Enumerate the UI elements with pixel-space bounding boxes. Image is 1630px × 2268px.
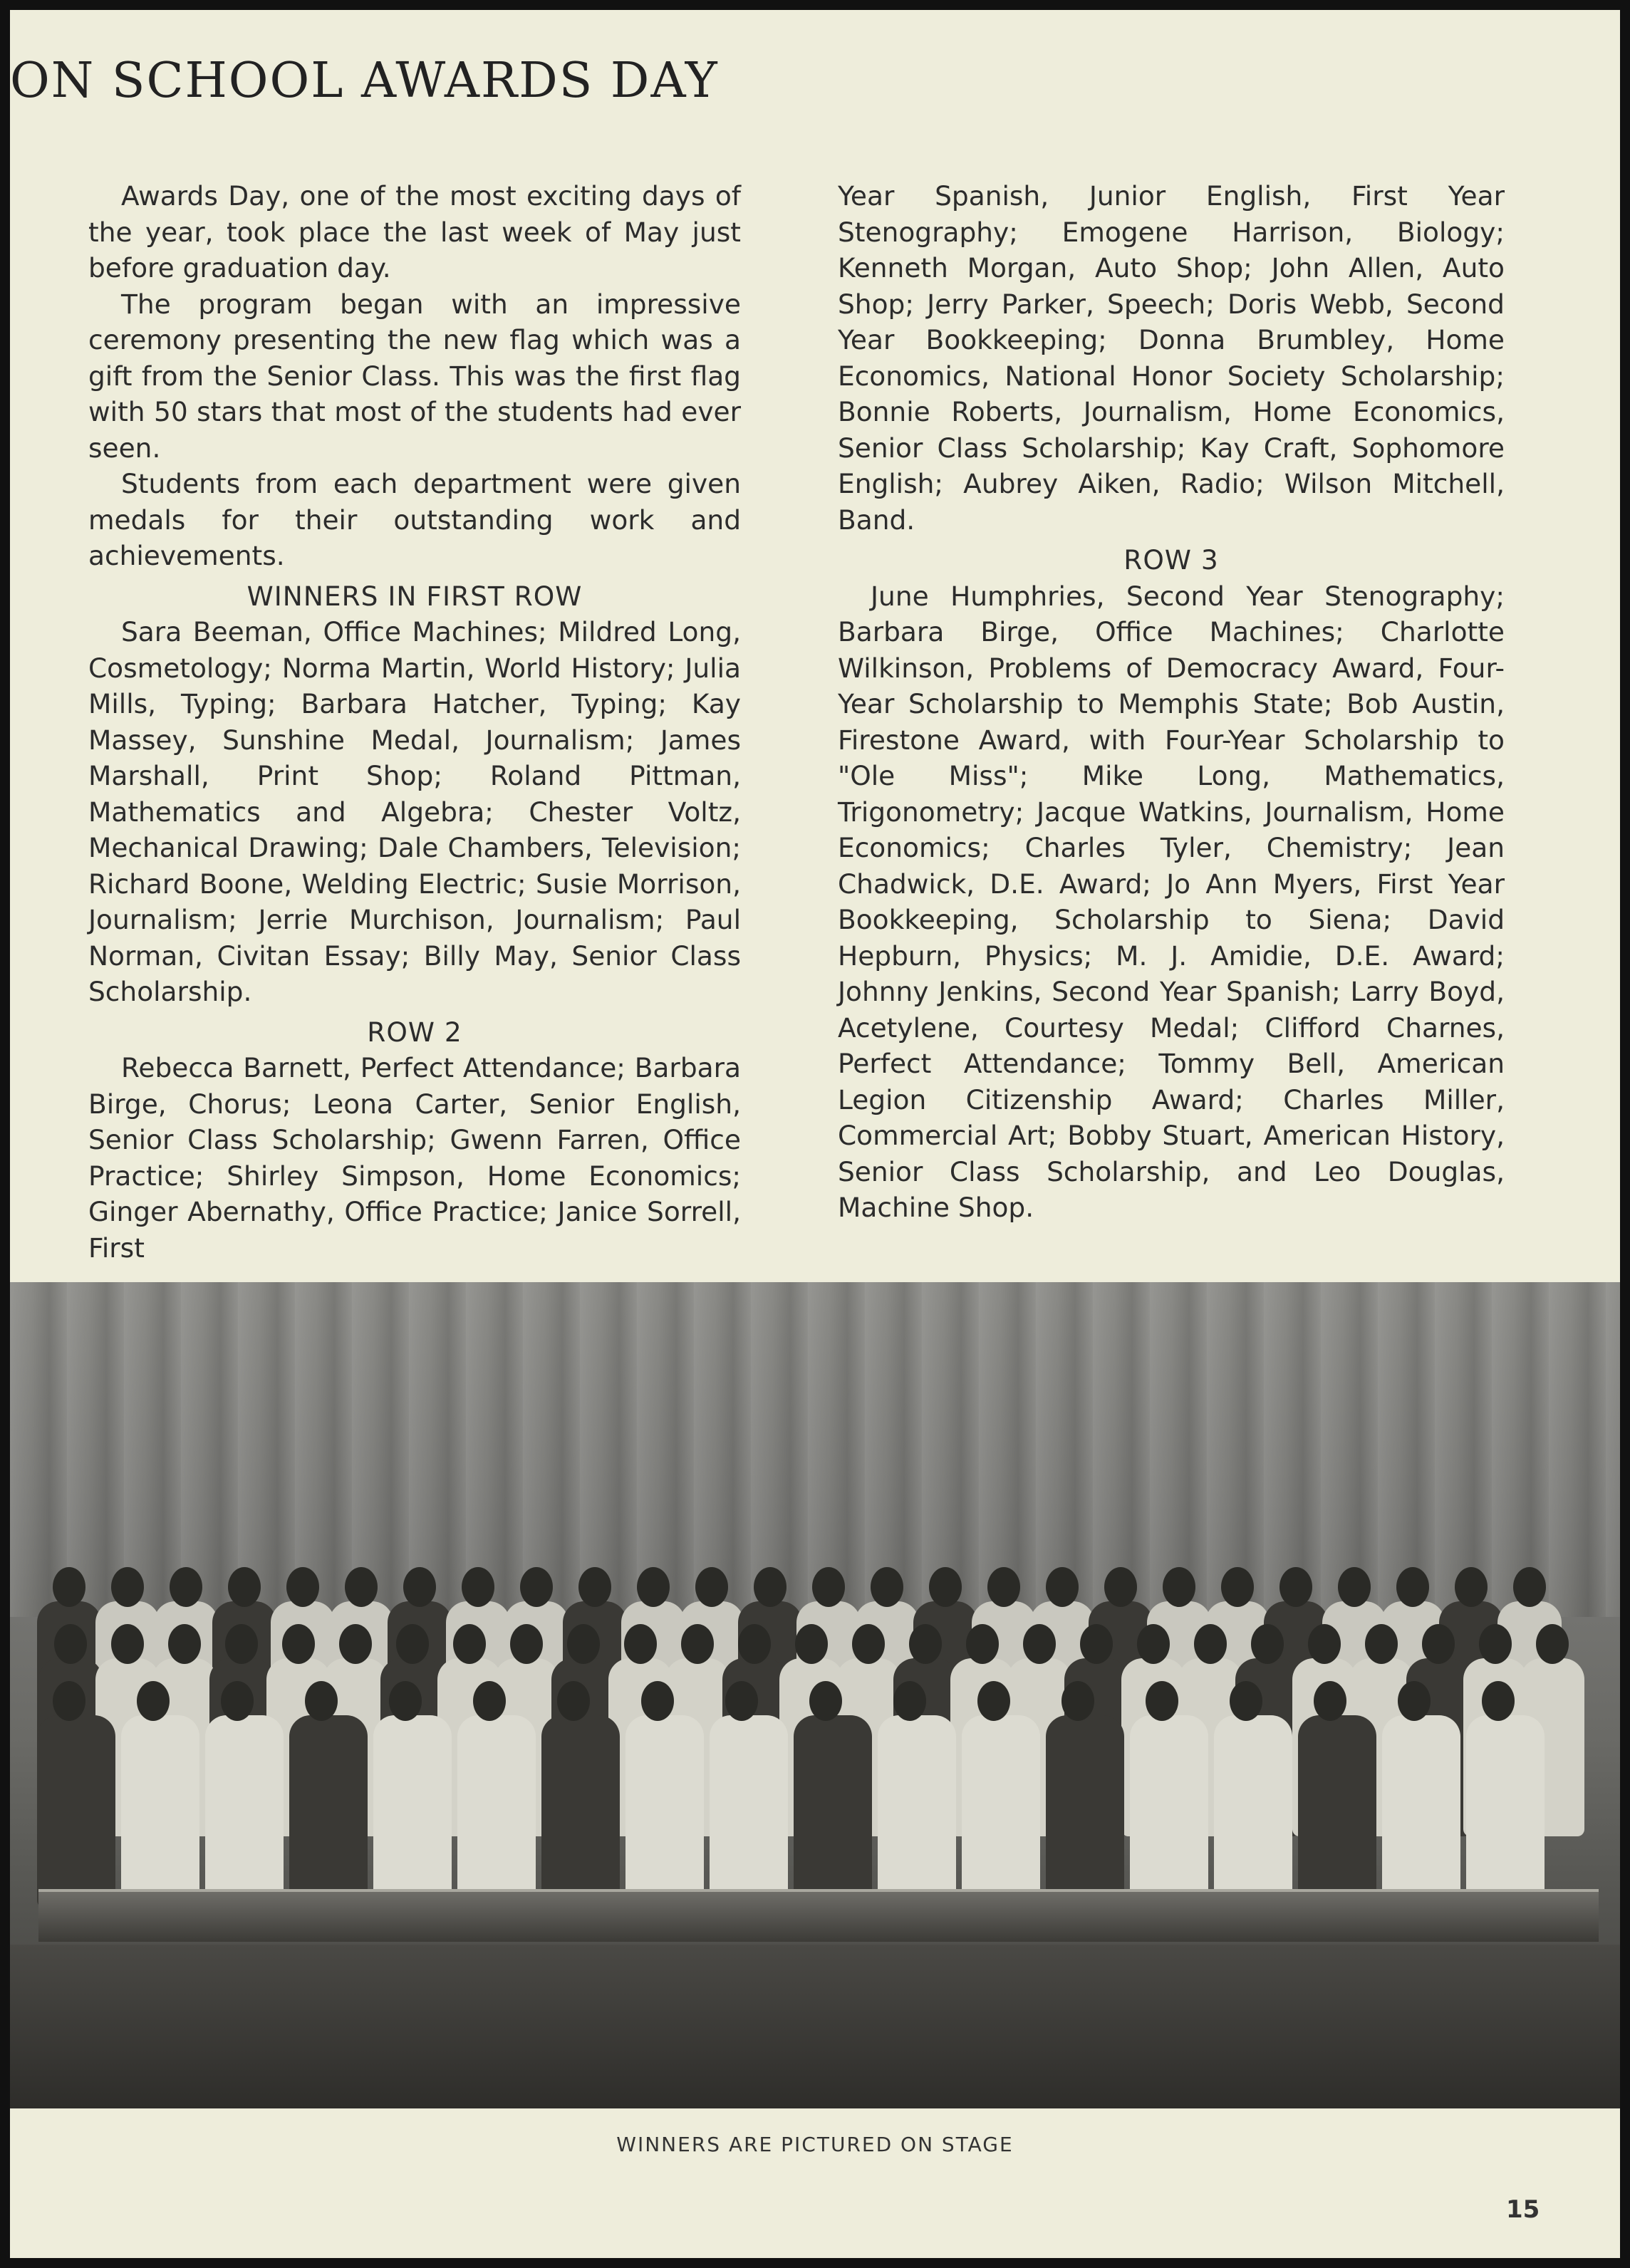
person-head	[510, 1624, 543, 1664]
person-head	[54, 1624, 87, 1664]
person-head	[1308, 1624, 1341, 1664]
person-head	[228, 1567, 261, 1607]
person-head	[578, 1567, 611, 1607]
person-head	[795, 1624, 828, 1664]
person-silhouette	[878, 1715, 956, 1908]
person-head	[1194, 1624, 1227, 1664]
person-head	[1046, 1567, 1079, 1607]
intro-paragraph-3: Students from each department were given medals for their outstanding work and achievements.	[88, 468, 741, 571]
person-head	[1023, 1624, 1056, 1664]
stage-floor	[10, 1945, 1620, 2108]
row-2-winners-end: Year Spanish, Junior English, First Year Stenography; Emogene Harrison, Biology; Kenneth Morgan, Auto Shop; John Allen, Auto Shop; Jerry Parker, Speech; Doris Webb, Second Year Bookkeeping; Donna Brumbley, Home Economics, National Honor Society Scholarship; Bonnie Roberts, Journalism, Home Economics, Senior Class Scholarship; Kay Craft, Sophomore English; Aubrey Aiken, Radio; Wilson Mitchell, Band.	[838, 180, 1505, 536]
person-head	[462, 1567, 494, 1607]
person-head	[305, 1681, 338, 1721]
person-silhouette	[1298, 1715, 1376, 1908]
person-head	[170, 1567, 202, 1607]
person-silhouette	[205, 1715, 284, 1908]
person-head	[282, 1624, 315, 1664]
person-head	[389, 1681, 422, 1721]
person-head	[111, 1624, 144, 1664]
person-head	[1338, 1567, 1371, 1607]
person-head	[1365, 1624, 1398, 1664]
person-head	[111, 1567, 144, 1607]
person-head	[1398, 1681, 1431, 1721]
intro-paragraph-2: The program began with an impressive ceremony presenting the new flag which was a gift from the Senior Class. This was the first flag with 50 stars that most of the students had ever seen.	[88, 288, 741, 464]
person-head	[1104, 1567, 1137, 1607]
right-text-column	[838, 178, 1505, 1226]
person-head	[681, 1624, 714, 1664]
person-head	[557, 1681, 590, 1721]
person-head	[221, 1681, 254, 1721]
person-silhouette	[1214, 1715, 1292, 1908]
first-row-winners: Sara Beeman, Office Machines; Mildred Long, Cosmetology; Norma Martin, World History; Julia Mills, Typing; Barbara Hatcher, Typing; Kay Massey, Sunshine Medal, Journalism; James Marshall, Print Shop; Roland Pittman, Mathematics and Algebra; Chester Voltz, Mechanical Drawing; Dale Chambers, Television; Richard Boone, Welding Electric; Susie Morrison, Journalism; Jerrie Murchison, Journalism; Paul Norman, Civitan Essay; Billy May, Senior Class Scholarship.	[88, 616, 741, 1007]
person-head	[403, 1567, 436, 1607]
stage-platform	[38, 1889, 1599, 1942]
person-head	[624, 1624, 657, 1664]
person-head	[987, 1567, 1020, 1607]
person-head	[966, 1624, 999, 1664]
person-head	[1314, 1681, 1346, 1721]
person-head	[1513, 1567, 1546, 1607]
page-number: 15	[1506, 2195, 1540, 2224]
person-head	[473, 1681, 506, 1721]
person-head	[1230, 1681, 1262, 1721]
person-head	[909, 1624, 942, 1664]
person-head	[695, 1567, 728, 1607]
page-title: ON SCHOOL AWARDS DAY	[10, 53, 719, 109]
person-head	[1279, 1567, 1312, 1607]
person-head	[286, 1567, 319, 1607]
row-3-winners: June Humphries, Second Year Stenography; Barbara Birge, Office Machines; Charlotte Wilkinson, Problems of Democracy Award, Four-Year Scholarship to Memphis State; Bob Austin, Firestone Award, with Four-Year Scholarship to "Ole Miss"; Mike Long, Mathematics, Trigonometry; Jacque Watkins, Journalism, Home Economics; Charles Tyler, Chemistry; Jean Chadwick, D.E. Award; Jo Ann Myers, First Year Bookkeeping, Scholarship to Siena; David Hepburn, Physics; M. J. Amidie, D.E. Award; Johnny Jenkins, Second Year Spanish; Larry Boyd, Acetylene, Courtesy Medal; Clifford Charnes, Perfect Attendance; Tommy Bell, American Legion Citizenship Award; Charles Miller, Commercial Art; Bobby Stuart, American History, Senior Class Scholarship, and Leo Douglas, Machine Shop.	[838, 580, 1505, 1223]
row-2-heading: ROW 2	[367, 1016, 462, 1048]
person-silhouette	[794, 1715, 872, 1908]
first-row-heading: WINNERS IN FIRST ROW	[246, 580, 583, 612]
person-head	[1251, 1624, 1284, 1664]
person-head	[809, 1681, 842, 1721]
person-head	[852, 1624, 885, 1664]
person-head	[1137, 1624, 1170, 1664]
person-silhouette	[962, 1715, 1040, 1908]
person-head	[1479, 1624, 1512, 1664]
person-silhouette	[541, 1715, 620, 1908]
person-head	[453, 1624, 486, 1664]
person-head	[137, 1681, 170, 1721]
person-head	[1146, 1681, 1178, 1721]
person-silhouette	[37, 1715, 115, 1908]
row-3-heading: ROW 3	[1123, 544, 1219, 576]
person-head	[812, 1567, 845, 1607]
person-silhouette	[710, 1715, 788, 1908]
person-head	[345, 1567, 378, 1607]
person-head	[929, 1567, 962, 1607]
person-head	[396, 1624, 429, 1664]
person-silhouette	[1382, 1715, 1460, 1908]
award-winners-group	[38, 1560, 1606, 1895]
person-head	[754, 1567, 787, 1607]
person-head	[168, 1624, 201, 1664]
person-head	[1455, 1567, 1488, 1607]
person-silhouette	[289, 1715, 368, 1908]
person-silhouette	[373, 1715, 452, 1908]
person-head	[1536, 1624, 1569, 1664]
person-silhouette	[625, 1715, 704, 1908]
person-head	[1163, 1567, 1195, 1607]
person-head	[339, 1624, 372, 1664]
person-head	[637, 1567, 670, 1607]
person-head	[225, 1624, 258, 1664]
left-text-column	[88, 178, 741, 1266]
person-head	[1221, 1567, 1254, 1607]
person-head	[738, 1624, 771, 1664]
person-head	[53, 1567, 85, 1607]
row-2-winners-start: Rebecca Barnett, Perfect Attendance; Barbara Birge, Chorus; Leona Carter, Senior English, Senior Class Scholarship; Gwenn Farren, Office Practice; Shirley Simpson, Home Economics; Ginger Abernathy, Office Practice; Janice Sorrell, First	[88, 1052, 741, 1264]
person-head	[1422, 1624, 1455, 1664]
photo-caption: WINNERS ARE PICTURED ON STAGE	[616, 2133, 1014, 2156]
yearbook-page	[10, 10, 1620, 2258]
person-head	[520, 1567, 553, 1607]
person-head	[1080, 1624, 1113, 1664]
person-head	[53, 1681, 85, 1721]
person-head	[725, 1681, 758, 1721]
person-silhouette	[121, 1715, 199, 1908]
person-head	[567, 1624, 600, 1664]
person-head	[893, 1681, 926, 1721]
person-head	[1061, 1681, 1094, 1721]
intro-paragraph-1: Awards Day, one of the most exciting days of the year, took place the last week of May just before graduation day.	[88, 180, 741, 284]
person-silhouette	[1046, 1715, 1124, 1908]
person-head	[641, 1681, 674, 1721]
person-head	[1396, 1567, 1429, 1607]
person-head	[977, 1681, 1010, 1721]
person-head	[1482, 1681, 1515, 1721]
person-head	[871, 1567, 903, 1607]
person-silhouette	[1466, 1715, 1545, 1908]
person-silhouette	[457, 1715, 536, 1908]
person-silhouette	[1130, 1715, 1208, 1908]
stage-group-photo	[10, 1282, 1620, 2108]
